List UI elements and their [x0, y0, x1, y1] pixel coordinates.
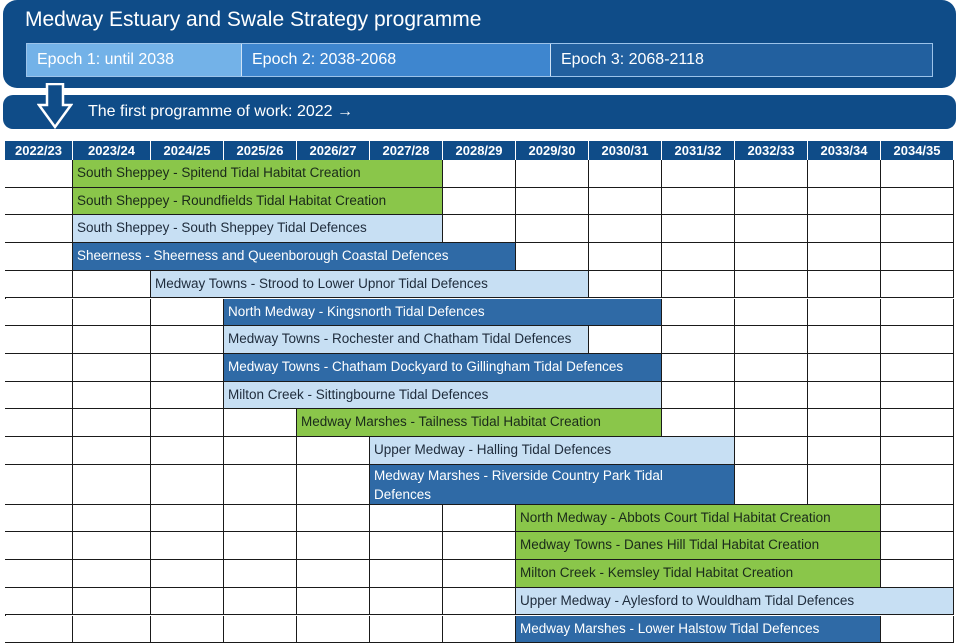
year-header: 2028/29 [443, 141, 516, 160]
epoch-3: Epoch 3: 2068-2118 [551, 44, 932, 76]
grid-cell [808, 160, 881, 188]
grid-cell [151, 505, 224, 533]
grid-cell [808, 465, 881, 505]
grid-cell [370, 505, 443, 533]
grid-cell [589, 271, 662, 299]
grid-cell [370, 532, 443, 560]
grid-cell [5, 588, 73, 616]
grid-cell [443, 505, 516, 533]
year-header: 2023/24 [73, 141, 151, 160]
task-bar: Milton Creek - Kemsley Tidal Habitat Creation [516, 560, 881, 588]
grid-cell [151, 326, 224, 354]
grid-cell [881, 505, 954, 533]
grid-cell [735, 243, 808, 271]
grid-cell [881, 188, 954, 216]
grid-cell [443, 160, 516, 188]
grid-cell [73, 560, 151, 588]
grid-cell [73, 299, 151, 327]
grid-cell [516, 215, 589, 243]
grid-cell [73, 532, 151, 560]
year-header: 2025/26 [224, 141, 297, 160]
year-header: 2022/23 [5, 141, 73, 160]
grid-cell [370, 560, 443, 588]
grid-cell [881, 271, 954, 299]
grid-cell [443, 215, 516, 243]
grid-cell [735, 382, 808, 410]
grid-cell [881, 437, 954, 465]
year-header: 2030/31 [589, 141, 662, 160]
task-bar: South Sheppey - Spitend Tidal Habitat Creation [73, 160, 443, 188]
grid-cell [443, 188, 516, 216]
grid-cell [735, 271, 808, 299]
year-header: 2033/34 [808, 141, 881, 160]
down-arrow-icon [37, 83, 73, 129]
grid-cell [73, 271, 151, 299]
grid-cell [443, 532, 516, 560]
grid-cell [735, 465, 808, 505]
grid-cell [151, 382, 224, 410]
grid-cell [224, 532, 297, 560]
programme-subtitle: The first programme of work: 2022 → [88, 95, 353, 129]
grid-cell [5, 382, 73, 410]
grid-cell [151, 437, 224, 465]
year-header: 2026/27 [297, 141, 370, 160]
year-header: 2031/32 [662, 141, 735, 160]
grid-cell [808, 382, 881, 410]
grid-cell [151, 409, 224, 437]
grid-cell [73, 437, 151, 465]
grid-cell [73, 382, 151, 410]
grid-cell [224, 437, 297, 465]
task-bar: Sheerness - Sheerness and Queenborough Coastal Defences [73, 243, 516, 271]
grid-cell [5, 243, 73, 271]
epoch-2: Epoch 2: 2038-2068 [242, 44, 551, 76]
grid-cell [151, 354, 224, 382]
year-header: 2032/33 [735, 141, 808, 160]
grid-cell [589, 326, 662, 354]
grid-cell [662, 271, 735, 299]
grid-cell [151, 616, 224, 643]
grid-cell [151, 299, 224, 327]
grid-cell [881, 382, 954, 410]
grid-cell [735, 409, 808, 437]
grid-cell [297, 532, 370, 560]
task-bar: Medway Marshes - Riverside Country Park Tidal Defences [370, 465, 735, 505]
grid-cell [662, 160, 735, 188]
task-bar: North Medway - Kingsnorth Tidal Defences [224, 299, 662, 327]
grid-cell [5, 354, 73, 382]
task-bar: Upper Medway - Halling Tidal Defences [370, 437, 735, 465]
grid-cell [224, 588, 297, 616]
year-header: 2024/25 [151, 141, 224, 160]
grid-cell [443, 616, 516, 643]
page-title: Medway Estuary and Swale Strategy programme [25, 8, 481, 32]
grid-cell [735, 160, 808, 188]
grid-cell [224, 560, 297, 588]
grid-cell [516, 160, 589, 188]
grid-cell [662, 409, 735, 437]
task-bar: Medway Towns - Strood to Lower Upnor Tidal Defences [151, 271, 589, 299]
grid-cell [370, 588, 443, 616]
grid-cell [151, 560, 224, 588]
grid-cell [808, 437, 881, 465]
task-bar: Medway Marshes - Tailness Tidal Habitat Creation [297, 409, 662, 437]
grid-cell [735, 437, 808, 465]
grid-cell [5, 532, 73, 560]
grid-cell [151, 465, 224, 505]
grid-cell [73, 505, 151, 533]
task-bar: Medway Marshes - Lower Halstow Tidal Defences [516, 616, 881, 643]
grid-cell [5, 215, 73, 243]
grid-cell [881, 215, 954, 243]
grid-cell [443, 560, 516, 588]
grid-cell [370, 616, 443, 643]
task-bar: South Sheppey - South Sheppey Tidal Defences [73, 215, 443, 243]
grid-cell [662, 215, 735, 243]
grid-cell [808, 409, 881, 437]
grid-cell [735, 326, 808, 354]
programme-banner [3, 0, 956, 88]
grid-cell [443, 588, 516, 616]
grid-cell [881, 616, 954, 643]
year-header: 2034/35 [881, 141, 954, 160]
grid-cell [224, 409, 297, 437]
grid-cell [735, 188, 808, 216]
grid-cell [662, 188, 735, 216]
grid-cell [5, 271, 73, 299]
grid-cell [73, 588, 151, 616]
grid-cell [881, 160, 954, 188]
grid-cell [881, 532, 954, 560]
grid-cell [516, 243, 589, 271]
grid-cell [73, 465, 151, 505]
grid-cell [73, 326, 151, 354]
epoch-1: Epoch 1: until 2038 [27, 44, 242, 76]
grid-cell [5, 465, 73, 505]
task-bar: Milton Creek - Sittingbourne Tidal Defences [224, 382, 662, 410]
grid-cell [808, 243, 881, 271]
grid-cell [808, 326, 881, 354]
grid-cell [516, 188, 589, 216]
grid-cell [808, 188, 881, 216]
grid-cell [5, 616, 73, 643]
grid-cell [297, 560, 370, 588]
grid-cell [73, 409, 151, 437]
grid-cell [881, 354, 954, 382]
grid-cell [881, 465, 954, 505]
grid-cell [297, 465, 370, 505]
grid-cell [881, 243, 954, 271]
grid-cell [5, 326, 73, 354]
grid-cell [589, 215, 662, 243]
grid-cell [5, 505, 73, 533]
year-header: 2029/30 [516, 141, 589, 160]
grid-cell [73, 616, 151, 643]
grid-cell [5, 160, 73, 188]
grid-cell [808, 354, 881, 382]
grid-cell [5, 299, 73, 327]
grid-cell [881, 326, 954, 354]
grid-cell [297, 588, 370, 616]
grid-cell [662, 326, 735, 354]
grid-cell [224, 505, 297, 533]
task-bar: Upper Medway - Aylesford to Wouldham Tidal Defences [516, 588, 954, 616]
year-header: 2027/28 [370, 141, 443, 160]
grid-cell [735, 215, 808, 243]
grid-cell [73, 354, 151, 382]
grid-cell [151, 588, 224, 616]
grid-cell [881, 299, 954, 327]
task-bar: Medway Towns - Danes Hill Tidal Habitat Creation [516, 532, 881, 560]
grid-cell [808, 299, 881, 327]
grid-cell [5, 188, 73, 216]
grid-cell [297, 437, 370, 465]
grid-cell [735, 354, 808, 382]
grid-cell [297, 616, 370, 643]
task-bar: Medway Towns - Chatham Dockyard to Gillingham Tidal Defences [224, 354, 662, 382]
grid-cell [662, 299, 735, 327]
task-bar: North Medway - Abbots Court Tidal Habitat Creation [516, 505, 881, 533]
task-bar: South Sheppey - Roundfields Tidal Habitat Creation [73, 188, 443, 216]
epoch-bar [26, 43, 933, 77]
grid-cell [151, 532, 224, 560]
grid-cell [297, 505, 370, 533]
grid-cell [808, 271, 881, 299]
grid-cell [224, 616, 297, 643]
grid-cell [662, 243, 735, 271]
grid-cell [5, 409, 73, 437]
task-bar: Medway Towns - Rochester and Chatham Tidal Defences [224, 326, 589, 354]
grid-cell [5, 437, 73, 465]
grid-cell [735, 299, 808, 327]
grid-cell [589, 243, 662, 271]
grid-cell [662, 354, 735, 382]
grid-cell [881, 560, 954, 588]
grid-cell [589, 160, 662, 188]
grid-cell [589, 188, 662, 216]
grid-cell [5, 560, 73, 588]
grid-cell [224, 465, 297, 505]
programme-subtitle-bar [3, 95, 956, 129]
grid-cell [881, 409, 954, 437]
grid-cell [662, 382, 735, 410]
grid-cell [808, 215, 881, 243]
